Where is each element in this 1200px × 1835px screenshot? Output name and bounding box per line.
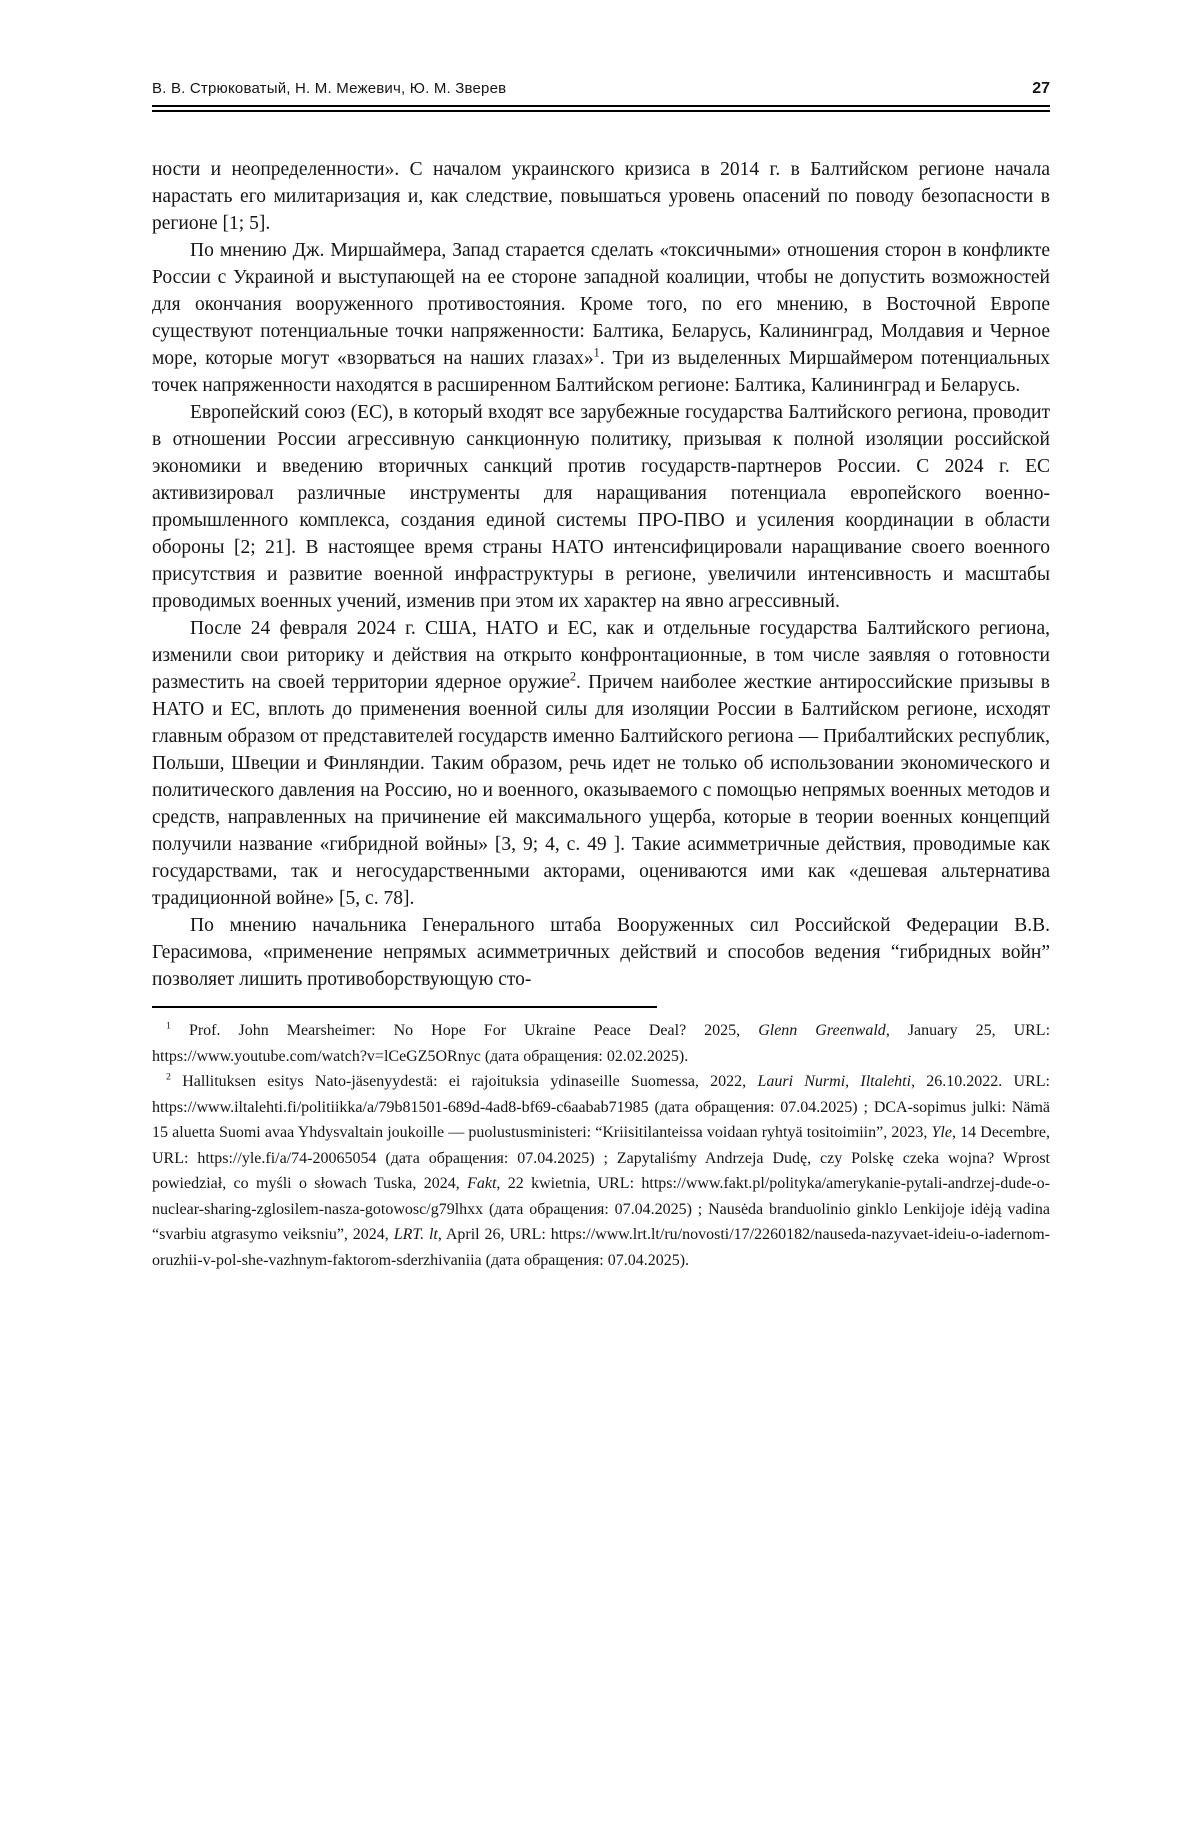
italic-text: Iltalehti <box>860 1073 912 1090</box>
text-run: . Три из выделенных Миршаймером потенциальных точек напряженности находятся в расширенном Балтийском регионе: Балтика, Калининград и Беларусь. <box>152 348 1051 396</box>
body-paragraph <box>152 156 1050 237</box>
text-run: По мнению начальника Генерального штаба Вооруженных сил Российской Федерации В.В. Герасимова, «применение непрямых асимметричных действий и способов ведения “гибридных войн” позволяет лишить противоборствующую сто- <box>152 915 1050 990</box>
text-run: После 24 февраля 2024 г. США, НАТО и ЕС, как и отдельные государства Балтийского региона, изменили свои риторику и действия на открыто конфронтационные, в том числе заявляя о готовности разместить на своей территории ядерное оружие <box>152 618 1050 693</box>
italic-text: Fakt <box>467 1175 497 1192</box>
footnote <box>152 1069 1050 1273</box>
text-run: , January 25, URL: https://www.youtube.com/watch?v=lCeGZ5ORnyc (дата обращения: 02.02.2025). <box>152 1022 1051 1065</box>
header-rule-top <box>152 105 1050 107</box>
text-run: , 26.10.2022. URL: https://www.iltalehti.fi/politiikka/a/79b81501-689d-4ad8-bf69-c6aabab71985 (дата обращения: 07.04.2025) ; DCA-sopimus julki: Nämä 15 aluetta Suomi avaa Yhdysvaltain joukoille — puolustusministeri: “Kriisitilanteissa voidaan ryhtyä tositoimiin”, 2023, <box>152 1073 1051 1141</box>
text-run: , 14 Decembre, URL: https://yle.fi/a/74-20065054 (дата обращения: 07.04.2025) ; Zapytaliśmy Andrzeja Dudę, czy Polskę czeka wojna? Wprost powiedział, co myśli o słowach Tuska, 2024, <box>152 1124 1051 1192</box>
running-head <box>152 80 1050 105</box>
text-run: Hallituksen esitys Nato-jäsenyydestä: ei rajoituksia ydinaseille Suomessa, 2022, <box>170 1073 758 1090</box>
footnotes-section <box>152 1006 1050 1273</box>
text-run: . Причем наиболее жесткие антироссийские призывы в НАТО и ЕС, вплоть до применения военной силы для изоляции России в Балтийском регионе, исходят главным образом от представителей государств именно Балтийского региона — Прибалтийских республик, Польши, Швеции и Финляндии. Таким образом, речь идет не только об использовании экономического и политического давления на Россию, но и военного, оказываемого с помощью непрямых военных методов и средств, направленных на причинение ей максимального ущерба, которые в теории военных концепций получили название «гибридной войны» [3, 9; 4, с. 49 ]. Такие асимметричные действия, проводимые как государствами, так и негосударственными акторами, оцениваются ими как «дешевая альтернатива традиционной войне» [5, с. 78]. <box>152 672 1050 909</box>
footnote-marker: 2 <box>569 669 577 684</box>
page-number: 27 <box>1032 80 1050 97</box>
text-run: Европейский союз (ЕС), в который входят все зарубежные государства Балтийского региона, проводит в отношении России агрессивную санкционную политику, призывая к полной изоляции российской экономики и введению вторичных санкций против государств-партнеров России. С 2024 г. ЕС активизировал различные инструменты для наращивания потенциала европейского военно-промышленного комплекса, создания единой системы ПРО-ПВО и усиления координации в области обороны [2; 21]. В настоящее время страны НАТО интенсифицировали наращивание своего военного присутствия и развитие военной инфраструктуры в регионе, увеличили интенсивность и масштабы проводимых военных учений, изменив при этом их характер на явно агрессивный. <box>152 402 1050 612</box>
text-run: , April 26, URL: https://www.lrt.lt/ru/novosti/17/2260182/nauseda-nazyvaet-ideiu-o-iadernom-oruzhii-v-pol-she-vazhnym-faktorom-sderzhivaniia (дата обращения: 07.04.2025). <box>152 1226 1050 1269</box>
body-paragraph <box>152 912 1050 993</box>
footnote-separator-rule <box>152 1006 657 1008</box>
body-paragraph <box>152 615 1050 912</box>
text-run: Prof. John Mearsheimer: No Hope For Ukraine Peace Deal? 2025, <box>170 1022 759 1039</box>
footnotes-list <box>152 1018 1050 1273</box>
italic-text: LRT. lt <box>393 1226 438 1243</box>
header-rule-bottom <box>152 110 1050 112</box>
footnote-marker: 1 <box>166 1020 171 1032</box>
footnote <box>152 1018 1050 1069</box>
footnote-marker: 2 <box>166 1071 171 1083</box>
text-run: , <box>845 1073 861 1090</box>
italic-text: Glenn Greenwald <box>758 1022 886 1039</box>
text-run: , 22 kwietnia, URL: https://www.fakt.pl/polityka/amerykanie-pytali-andrzej-dude-o-nuclear-sharing-zglosilem-nasza-gotowosc/g79lhxx (дата обращения: 07.04.2025) ; Nausėda branduolinio ginklo Lenkijoje idėją vadina “svarbiu atgrasymo veiksniu”, 2024, <box>152 1175 1050 1243</box>
text-run: По мнению Дж. Миршаймера, Запад старается сделать «токсичными» отношения сторон в конфликте России с Украиной и выступающей на ее стороне западной коалиции, чтобы не допустить возможностей для окончания вооруженного противостояния. Кроме того, по его мнению, в Восточной Европе существуют потенциальные точки напряженности: Балтика, Беларусь, Калининград, Молдавия и Черное море, которые могут «взорваться на наших глазах» <box>152 240 1050 369</box>
italic-text: Lauri Nurmi <box>757 1073 846 1090</box>
article-body <box>152 156 1050 993</box>
body-paragraph <box>152 399 1050 615</box>
footnote-marker: 1 <box>593 345 600 360</box>
text-run: ности и неопределенности». С началом украинского кризиса в 2014 г. в Балтийском регионе начала нарастать его милитаризация и, как следствие, повышаться уровень опасений по поводу безопасности в регионе [1; 5]. <box>152 159 1050 234</box>
italic-text: Yle <box>931 1124 952 1141</box>
body-paragraph <box>152 237 1050 399</box>
page-header <box>152 80 1050 112</box>
running-head-authors: В. В. Стрюковатый, Н. М. Межевич, Ю. М. Зверев <box>152 80 507 97</box>
